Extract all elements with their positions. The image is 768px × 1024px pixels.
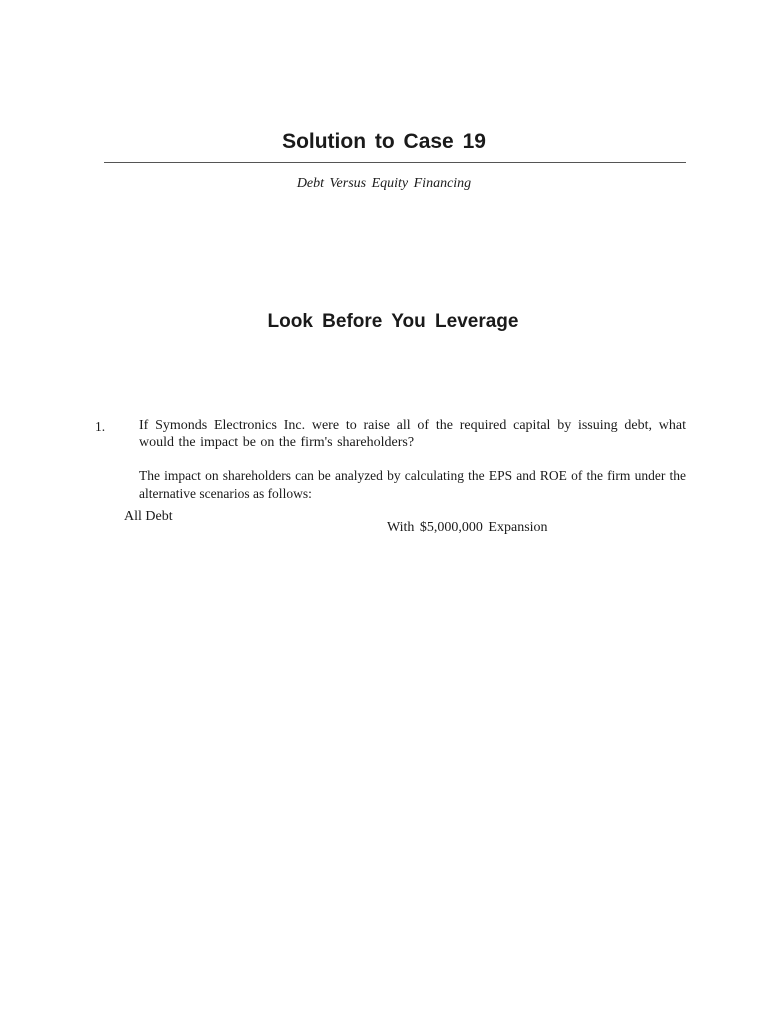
case-heading: Look Before You Leverage bbox=[267, 311, 519, 332]
document-subtitle: Debt Versus Equity Financing bbox=[296, 176, 472, 191]
title-divider bbox=[104, 162, 686, 163]
column-heading-expansion: With $5,000,000 Expansion bbox=[387, 520, 548, 535]
answer-intro-text: The impact on shareholders can be analyzed by calculating the EPS and ROE of the firm under the alternative scenarios as follows: bbox=[139, 468, 686, 501]
question-text: If Symonds Electronics Inc. were to raise all of the required capital by issuing debt, what would the impact be on the firm's shareholders? bbox=[139, 418, 686, 450]
question-number: 1. bbox=[95, 419, 106, 434]
document-title: Solution to Case 19 bbox=[282, 130, 486, 153]
scenario-label: All Debt bbox=[124, 509, 173, 524]
